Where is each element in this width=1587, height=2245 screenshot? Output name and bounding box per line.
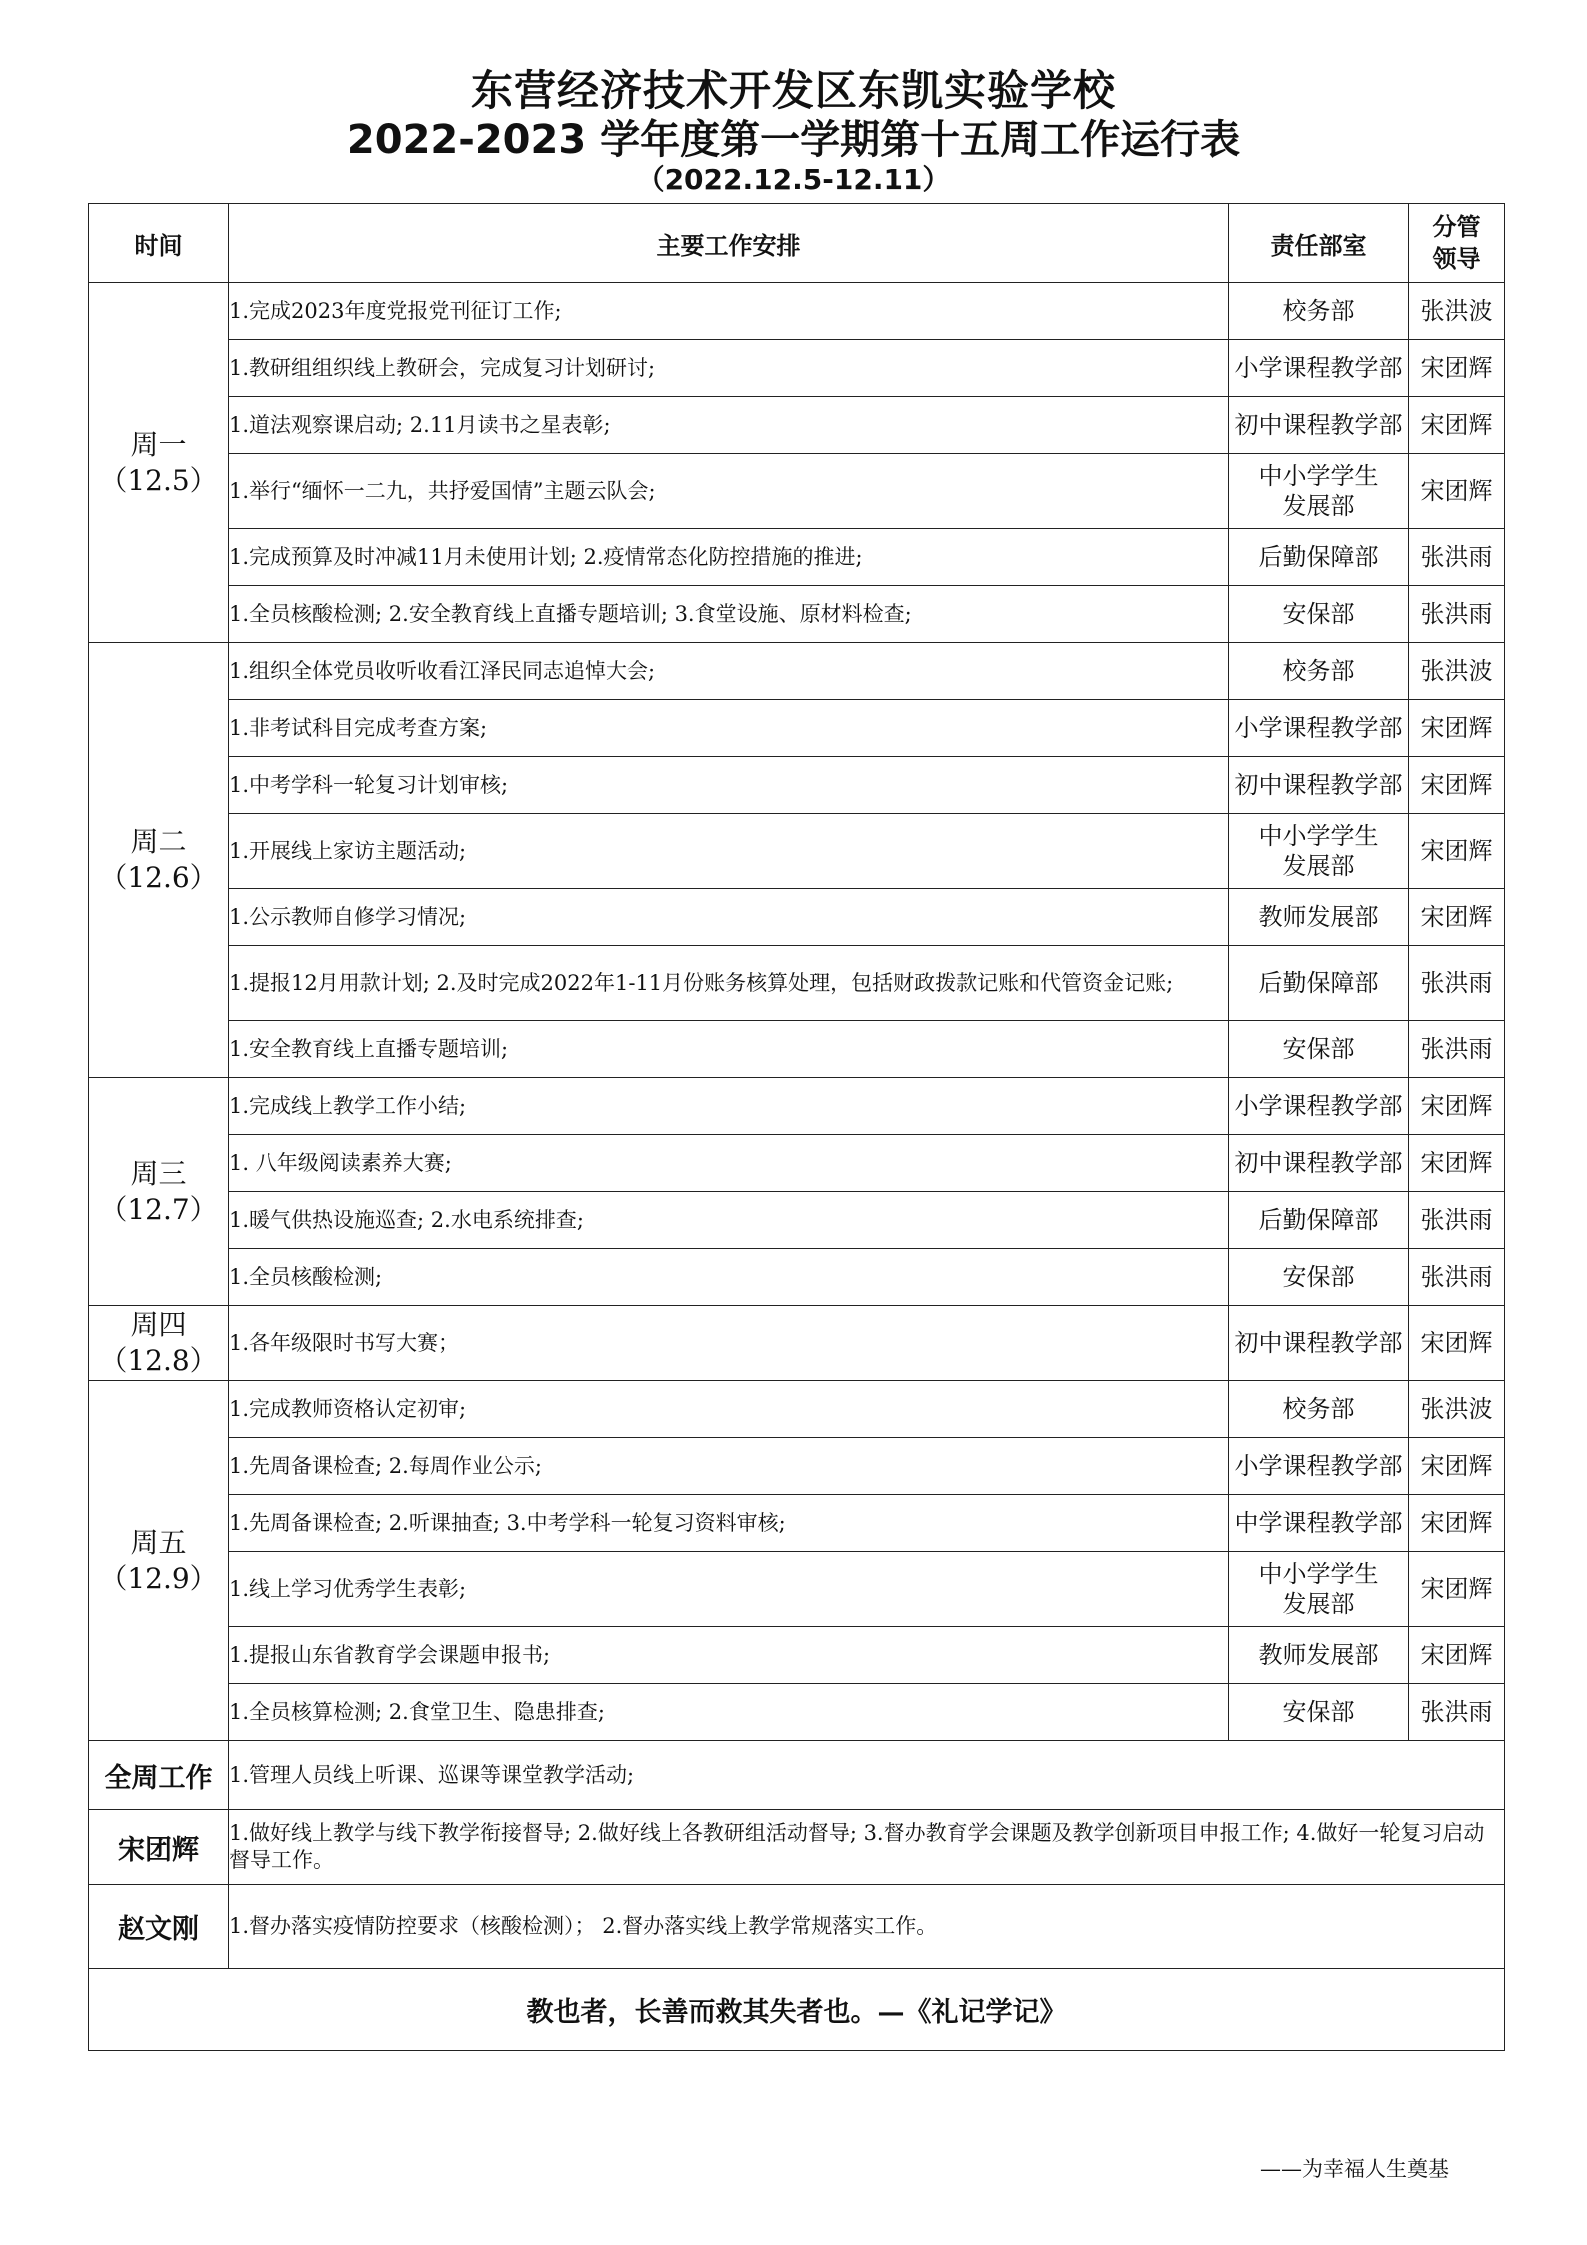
summary-label: 全周工作: [89, 1741, 229, 1810]
task-cell: 1.举行“缅怀一二九，共抒爱国情”主题云队会;: [229, 454, 1229, 529]
task-cell: 1.非考试科目完成考查方案;: [229, 700, 1229, 757]
task-cell: 1.完成线上教学工作小结;: [229, 1078, 1229, 1135]
leader-cell: 宋团辉: [1409, 700, 1505, 757]
table-row: [89, 340, 1505, 397]
task-cell: 1.线上学习优秀学生表彰;: [229, 1552, 1229, 1627]
leader-cell: 张洪雨: [1409, 529, 1505, 586]
leader-cell: 张洪雨: [1409, 1192, 1505, 1249]
task-cell: 1. 八年级阅读素养大赛;: [229, 1135, 1229, 1192]
table-row: [89, 814, 1505, 889]
day-cell: 周五 （12.9）: [89, 1381, 229, 1741]
day-cell: 周三 （12.7）: [89, 1078, 229, 1306]
summary-row: [89, 1885, 1505, 1969]
department-cell: 校务部: [1229, 283, 1409, 340]
table-row: [89, 1684, 1505, 1741]
leader-cell: 宋团辉: [1409, 757, 1505, 814]
table-row: [89, 757, 1505, 814]
leader-cell: 宋团辉: [1409, 1306, 1505, 1381]
leader-cell: 张洪雨: [1409, 1249, 1505, 1306]
date-range: （2022.12.5-12.11）: [636, 163, 951, 196]
department-cell: 后勤保障部: [1229, 946, 1409, 1021]
table-row: [89, 643, 1505, 700]
summary-text: 1.管理人员线上听课、巡课等课堂教学活动;: [229, 1741, 1505, 1810]
school-name: 东营经济技术开发区东凯实验学校: [470, 66, 1116, 115]
header-row: [89, 204, 1505, 283]
department-cell: 初中课程教学部: [1229, 1306, 1409, 1381]
table-row: [89, 1135, 1505, 1192]
leader-cell: 宋团辉: [1409, 340, 1505, 397]
summary-text: 1.做好线上教学与线下教学衔接督导; 2.做好线上各教研组活动督导; 3.督办教育学会课题及教学创新项目申报工作; 4.做好一轮复习启动督导工作。: [229, 1810, 1505, 1885]
motto-row: [89, 1969, 1505, 2051]
day-cell: 周二 （12.6）: [89, 643, 229, 1078]
task-cell: 1.道法观察课启动; 2.11月读书之星表彰;: [229, 397, 1229, 454]
leader-cell: 宋团辉: [1409, 1078, 1505, 1135]
task-cell: 1.组织全体党员收听收看江泽民同志追悼大会;: [229, 643, 1229, 700]
leader-cell: 宋团辉: [1409, 814, 1505, 889]
task-cell: 1.安全教育线上直播专题培训;: [229, 1021, 1229, 1078]
department-cell: 中小学学生 发展部: [1229, 1552, 1409, 1627]
leader-cell: 张洪雨: [1409, 1684, 1505, 1741]
table-row: [89, 1627, 1505, 1684]
column-header-tasks: 主要工作安排: [229, 204, 1229, 283]
table-row: [89, 283, 1505, 340]
summary-text: 1.督办落实疫情防控要求（核酸检测）； 2.督办落实线上教学常规落实工作。: [229, 1885, 1505, 1969]
leader-cell: 张洪雨: [1409, 586, 1505, 643]
task-cell: 1.完成2023年度党报党刊征订工作;: [229, 283, 1229, 340]
school-slogan: ——为幸福人生奠基: [1260, 2157, 1449, 2181]
document-title: 2022-2023 学年度第一学期第十五周工作运行表: [346, 117, 1241, 163]
task-cell: 1.全员核酸检测; 2.安全教育线上直播专题培训; 3.食堂设施、原材料检查;: [229, 586, 1229, 643]
column-header-leader: 分管 领导: [1409, 204, 1505, 283]
summary-row: [89, 1741, 1505, 1810]
task-cell: 1.提报山东省教育学会课题申报书;: [229, 1627, 1229, 1684]
department-cell: 小学课程教学部: [1229, 1438, 1409, 1495]
table-row: [89, 1249, 1505, 1306]
department-cell: 教师发展部: [1229, 1627, 1409, 1684]
leader-cell: 宋团辉: [1409, 1495, 1505, 1552]
table-row: [89, 397, 1505, 454]
task-cell: 1.教研组组织线上教研会，完成复习计划研讨;: [229, 340, 1229, 397]
table-row: [89, 1192, 1505, 1249]
summary-label: 赵文刚: [89, 1885, 229, 1969]
department-cell: 校务部: [1229, 1381, 1409, 1438]
leader-cell: 宋团辉: [1409, 397, 1505, 454]
department-cell: 初中课程教学部: [1229, 397, 1409, 454]
leader-cell: 张洪雨: [1409, 1021, 1505, 1078]
task-cell: 1.完成教师资格认定初审;: [229, 1381, 1229, 1438]
department-cell: 后勤保障部: [1229, 1192, 1409, 1249]
leader-cell: 宋团辉: [1409, 1438, 1505, 1495]
table-row: [89, 529, 1505, 586]
leader-cell: 宋团辉: [1409, 1627, 1505, 1684]
department-cell: 后勤保障部: [1229, 529, 1409, 586]
column-header-time: 时间: [89, 204, 229, 283]
task-cell: 1.公示教师自修学习情况;: [229, 889, 1229, 946]
table-row: [89, 1021, 1505, 1078]
table-row: [89, 946, 1505, 1021]
leader-cell: 宋团辉: [1409, 454, 1505, 529]
department-cell: 小学课程教学部: [1229, 700, 1409, 757]
leader-cell: 张洪波: [1409, 1381, 1505, 1438]
task-cell: 1.提报12月用款计划; 2.及时完成2022年1-11月份账务核算处理，包括财政拨款记账和代管资金记账;: [229, 946, 1229, 1021]
task-cell: 1.中考学科一轮复习计划审核;: [229, 757, 1229, 814]
day-cell: 周一 （12.5）: [89, 283, 229, 643]
department-cell: 中小学学生 发展部: [1229, 454, 1409, 529]
motto-quote: 教也者，长善而救其失者也。—《礼记学记》: [89, 1969, 1505, 2051]
table-row: [89, 454, 1505, 529]
task-cell: 1.全员核酸检测;: [229, 1249, 1229, 1306]
department-cell: 教师发展部: [1229, 889, 1409, 946]
department-cell: 安保部: [1229, 1249, 1409, 1306]
leader-cell: 张洪雨: [1409, 946, 1505, 1021]
table-row: [89, 700, 1505, 757]
table-row: [89, 1438, 1505, 1495]
table-row: [89, 1078, 1505, 1135]
department-cell: 中小学学生 发展部: [1229, 814, 1409, 889]
task-cell: 1.暖气供热设施巡查; 2.水电系统排查;: [229, 1192, 1229, 1249]
leader-cell: 宋团辉: [1409, 1135, 1505, 1192]
table-row: [89, 1552, 1505, 1627]
task-cell: 1.全员核算检测; 2.食堂卫生、隐患排查;: [229, 1684, 1229, 1741]
department-cell: 中学课程教学部: [1229, 1495, 1409, 1552]
summary-row: [89, 1810, 1505, 1885]
task-cell: 1.先周备课检查; 2.听课抽查; 3.中考学科一轮复习资料审核;: [229, 1495, 1229, 1552]
leader-cell: 宋团辉: [1409, 889, 1505, 946]
leader-cell: 宋团辉: [1409, 1552, 1505, 1627]
department-cell: 初中课程教学部: [1229, 1135, 1409, 1192]
task-cell: 1.先周备课检查; 2.每周作业公示;: [229, 1438, 1229, 1495]
day-cell: 周四 （12.8）: [89, 1306, 229, 1381]
department-cell: 校务部: [1229, 643, 1409, 700]
task-cell: 1.各年级限时书写大赛；: [229, 1306, 1229, 1381]
summary-label: 宋团辉: [89, 1810, 229, 1885]
table-row: [89, 1495, 1505, 1552]
department-cell: 安保部: [1229, 1021, 1409, 1078]
department-cell: 初中课程教学部: [1229, 757, 1409, 814]
task-cell: 1.开展线上家访主题活动;: [229, 814, 1229, 889]
department-cell: 安保部: [1229, 586, 1409, 643]
task-cell: 1.完成预算及时冲减11月未使用计划; 2.疫情常态化防控措施的推进;: [229, 529, 1229, 586]
table-row: [89, 1381, 1505, 1438]
department-cell: 小学课程教学部: [1229, 1078, 1409, 1135]
table-row: [89, 1306, 1505, 1381]
leader-cell: 张洪波: [1409, 643, 1505, 700]
column-header-department: 责任部室: [1229, 204, 1409, 283]
leader-cell: 张洪波: [1409, 283, 1505, 340]
table-row: [89, 889, 1505, 946]
department-cell: 小学课程教学部: [1229, 340, 1409, 397]
table-row: [89, 586, 1505, 643]
department-cell: 安保部: [1229, 1684, 1409, 1741]
schedule-table: [88, 203, 1505, 2051]
